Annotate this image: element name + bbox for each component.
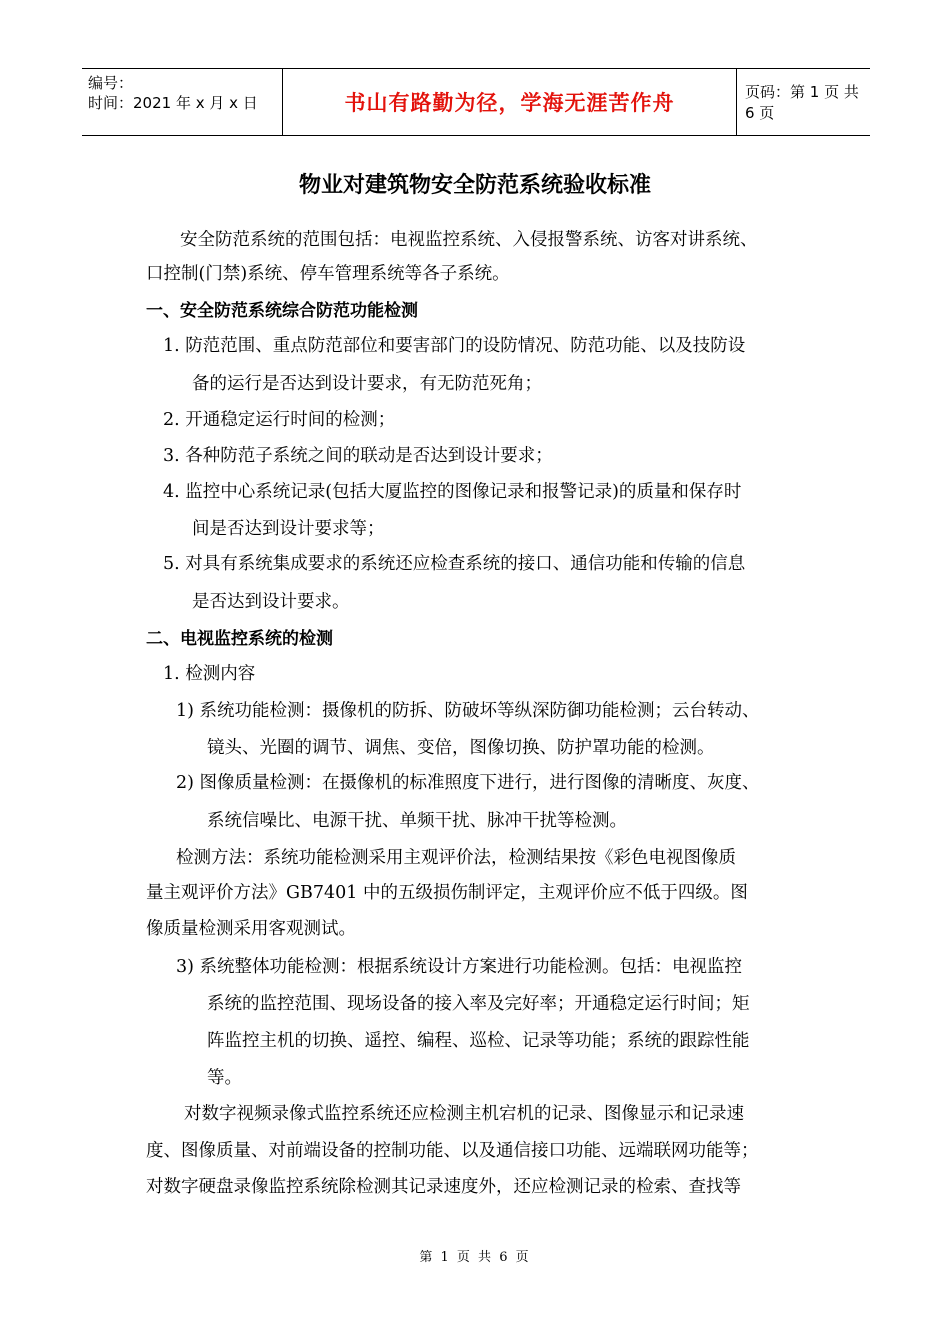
body-line: 对数字视频录像式监控系统还应检测主机宕机的记录、图像显示和记录速 (184, 1104, 744, 1124)
list-item-continuation: 系统的监控范围、现场设备的接入率及完好率；开通稳定运行时间；矩 (207, 994, 750, 1014)
list-item-continuation: 镜头、光圈的调节、调焦、变倍，图像切换、防护罩功能的检测。 (207, 738, 715, 758)
body-line: 度、图像质量、对前端设备的控制功能、以及通信接口功能、远端联网功能等； (146, 1141, 759, 1161)
page-header (82, 68, 870, 136)
list-item-continuation: 是否达到设计要求。 (192, 592, 350, 612)
page-info: 页码：第 1 页 共 6 页 (745, 83, 859, 122)
list-item: 3. 各种防范子系统之间的联动是否达到设计要求； (163, 446, 553, 466)
list-item-continuation: 备的运行是否达到设计要求，有无防范死角； (192, 374, 542, 394)
list-item: 1. 防范范围、重点防范部位和要害部门的设防情况、防范功能、以及技防设 (163, 336, 746, 356)
body-line: 对数字硬盘录像监控系统除检测其记录速度外，还应检测记录的检索、查找等 (146, 1177, 741, 1197)
section-heading: 一、安全防范系统综合防范功能检测 (146, 301, 418, 321)
list-item: 2. 开通稳定运行时间的检测； (163, 410, 396, 430)
body-line: 像质量检测采用客观测试。 (146, 919, 356, 939)
body-line: 安全防范系统的范围包括：电视监控系统、入侵报警系统、访客对讲系统、 (180, 230, 758, 250)
header-meta (82, 69, 282, 135)
list-item-continuation: 系统信噪比、电源干扰、单频干扰、脉冲干扰等检测。 (207, 811, 627, 831)
list-item-continuation: 等。 (207, 1068, 242, 1088)
list-item: 4. 监控中心系统记录(包括大厦监控的图像记录和报警记录)的质量和保存时 (163, 482, 742, 502)
header-page-info-cell (737, 69, 870, 135)
header-motto-cell (282, 69, 737, 135)
body-line: 口控制(门禁)系统、停车管理系统等各子系统。 (146, 264, 510, 284)
body-line: 检测方法：系统功能检测采用主观评价法，检测结果按《彩色电视图像质 (176, 848, 736, 868)
time-label: 时间：2021 年 x 月 x 日 (88, 94, 258, 112)
page-footer: 第 1 页 共 6 页 (419, 1250, 531, 1265)
list-item: 5. 对具有系统集成要求的系统还应检查系统的接口、通信功能和传输的信息 (163, 554, 746, 574)
list-item: 1) 系统功能检测：摄像机的防拆、防破坏等纵深防御功能检测；云台转动、 (176, 701, 760, 721)
list-item-continuation: 阵监控主机的切换、遥控、编程、巡检、记录等功能；系统的跟踪性能 (207, 1031, 750, 1051)
section-heading: 二、电视监控系统的检测 (146, 629, 333, 649)
body-line: 量主观评价方法》GB7401 中的五级损伤制评定，主观评价应不低于四级。图 (146, 883, 748, 903)
number-label: 编号： (88, 74, 134, 92)
list-item: 2) 图像质量检测：在摄像机的标准照度下进行，进行图像的清晰度、灰度、 (176, 773, 760, 793)
document-title: 物业对建筑物安全防范系统验收标准 (298, 173, 651, 198)
motto: 书山有路勤为径，学海无涯苦作舟 (344, 91, 675, 115)
list-item-continuation: 间是否达到设计要求等； (192, 519, 385, 539)
subsection-heading: 1. 检测内容 (163, 664, 256, 684)
list-item: 3) 系统整体功能检测：根据系统设计方案进行功能检测。包括：电视监控 (176, 957, 743, 977)
